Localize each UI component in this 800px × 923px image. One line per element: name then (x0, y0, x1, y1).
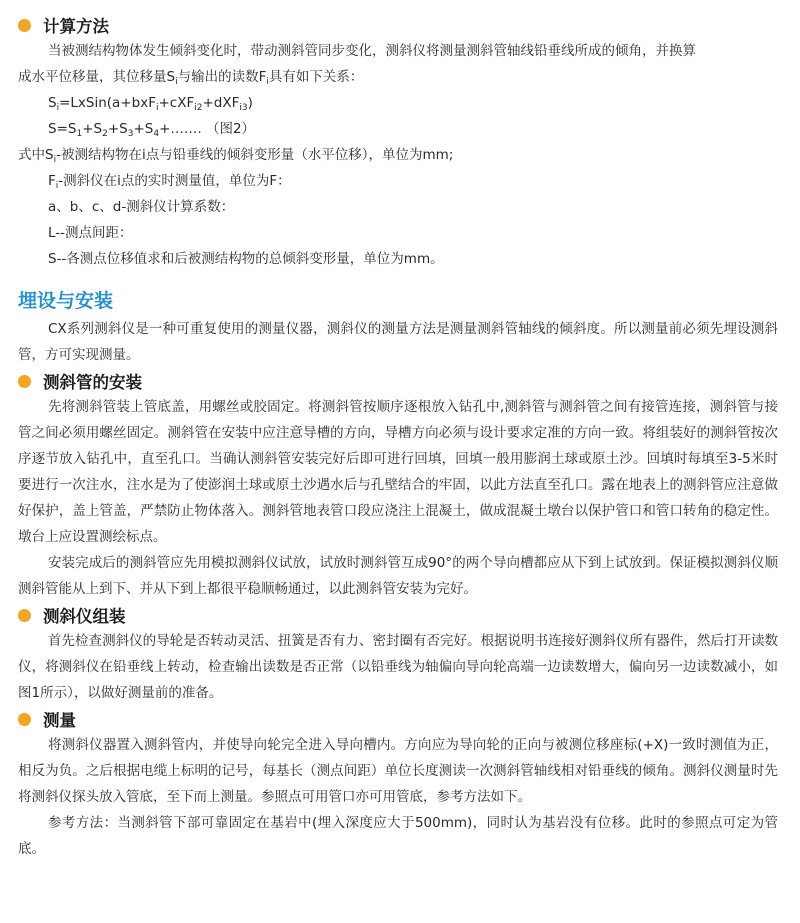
definition-5: S--各测点位移值求和后被测结构物的总倾斜变形量，单位为mm。 (48, 251, 444, 267)
calc-intro-line1: 当被测结构物体发生倾斜变化时，带动测斜管同步变化，测斜仪将测量测斜管轴线铅垂线所成的倾角，并换算 (48, 43, 696, 59)
pipe-heading-text: 测斜管的安装 (43, 373, 142, 392)
section-calc-heading (18, 12, 778, 38)
section-measure-heading (18, 706, 778, 732)
section-assembly-heading (18, 602, 778, 628)
measure-paragraph-2: 参考方法：当测斜管下部可靠固定在基岩中(埋入深度应大于500mm)，同时认为基岩没有位移。此时的参照点可定为管底。 (18, 815, 778, 857)
definition-4: L--测点间距： (48, 225, 133, 241)
definition-1: 式中$S_i-$被测结构物在i点与铅垂线的倾斜变形量（水平位移），单位为mm; (18, 147, 454, 165)
pipe-paragraph-2: 安装完成后的测斜管应先用模拟测斜仪试放，试放时测斜管互成90°的两个导向槽都应从下到上试放到。保证模拟测斜仪顺测斜管能从上到下、并从下到上都很平稳顺畅通过，以此测斜管安装为完好。 (18, 555, 778, 597)
assembly-paragraph: 首先检查测斜仪的导轮是否转动灵活、扭簧是否有力、密封圈有否完好。根据说明书连接好测斜仪所有器件，然后打开读数仪，将测斜仪在铅垂线上转动，检查输出读数是否正常（以铅垂线为轴偏向导向轮高端一边读数增大，偏向另一边读数减小，如图1所示），以做好测量前的准备。 (18, 633, 778, 701)
measure-paragraph-1: 将测斜仪器置入测斜管内，并使导向轮完全进入导向槽内。方向应为导向轮的正向与被测位移座标(+X)一致时测值为正，相反为负。之后根据电缆上标明的记号，每基长（测点间距）单位长度测读一次测斜管轴线相对铅垂线的倾角。测斜仪测量时先将测斜仪探头放入管底，至下而上测量。参照点可用管口亦可用管底，参考方法如下。 (18, 737, 778, 805)
bullet-dot-icon (18, 609, 31, 622)
formula-1: $S_i=LxSin(a+bxF_i+cXF_{i2}+dXF_{i3})$ (48, 95, 253, 113)
pipe-paragraph-1: 先将测斜管装上管底盖，用螺丝或胶固定。将测斜管按顺序逐根放入钻孔中,测斜管与测斜管之间有接管连接，测斜管与接管之间必须用螺丝固定。测斜管在安装中应注意导槽的方向，导槽方向必须与设计要求定准的方向一致。将组装好的测斜管按次序逐节放入钻孔中，直至孔口。当确认测斜管安装完好后即可进行回填，回填一般用膨润土球或原土沙。回填时每填至3-5米时要进行一次注水，注水是为了使澎润土球或原土沙遇水后与孔壁结合的牢固，以此方法直至孔口。露在地表上的测斜管应注意做好保护，盖上管盖，严禁防止物体落入。测斜管地表管口段应浇注上混凝土，做成混凝土墩台以保护管口和管口转角的稳定性。墩台上应设置测绘标点。 (18, 399, 778, 545)
install-title: 埋设与安装 (18, 290, 114, 312)
bullet-dot-icon (18, 713, 31, 726)
assembly-heading-text: 测斜仪组装 (43, 607, 126, 626)
definition-2: $F_i-$测斜仪在i点的实时测量值，单位为F： (48, 173, 291, 191)
install-text: CX系列测斜仪是一种可重复使用的测量仪器，测斜仪的测量方法是测量测斜管轴线的倾斜度。所以测量前必须先埋设测斜管，方可实现测量。 (18, 321, 778, 363)
formula-2: $S=S_1+S_2+S_3+S_4+\dots\dots$. （图2） (48, 121, 256, 139)
definition-3: a、b、c、d-测斜仪计算系数： (48, 199, 235, 215)
calc-intro-line2: 成水平位移量，其位移量$S_i$与输出的读数$F_i$具有如下关系： (18, 69, 364, 87)
measure-heading-text: 测量 (43, 711, 76, 730)
bullet-dot-icon (18, 19, 31, 32)
section-pipe-heading (18, 368, 778, 394)
bullet-dot-icon (18, 375, 31, 388)
calc-heading-text: 计算方法 (43, 17, 109, 36)
